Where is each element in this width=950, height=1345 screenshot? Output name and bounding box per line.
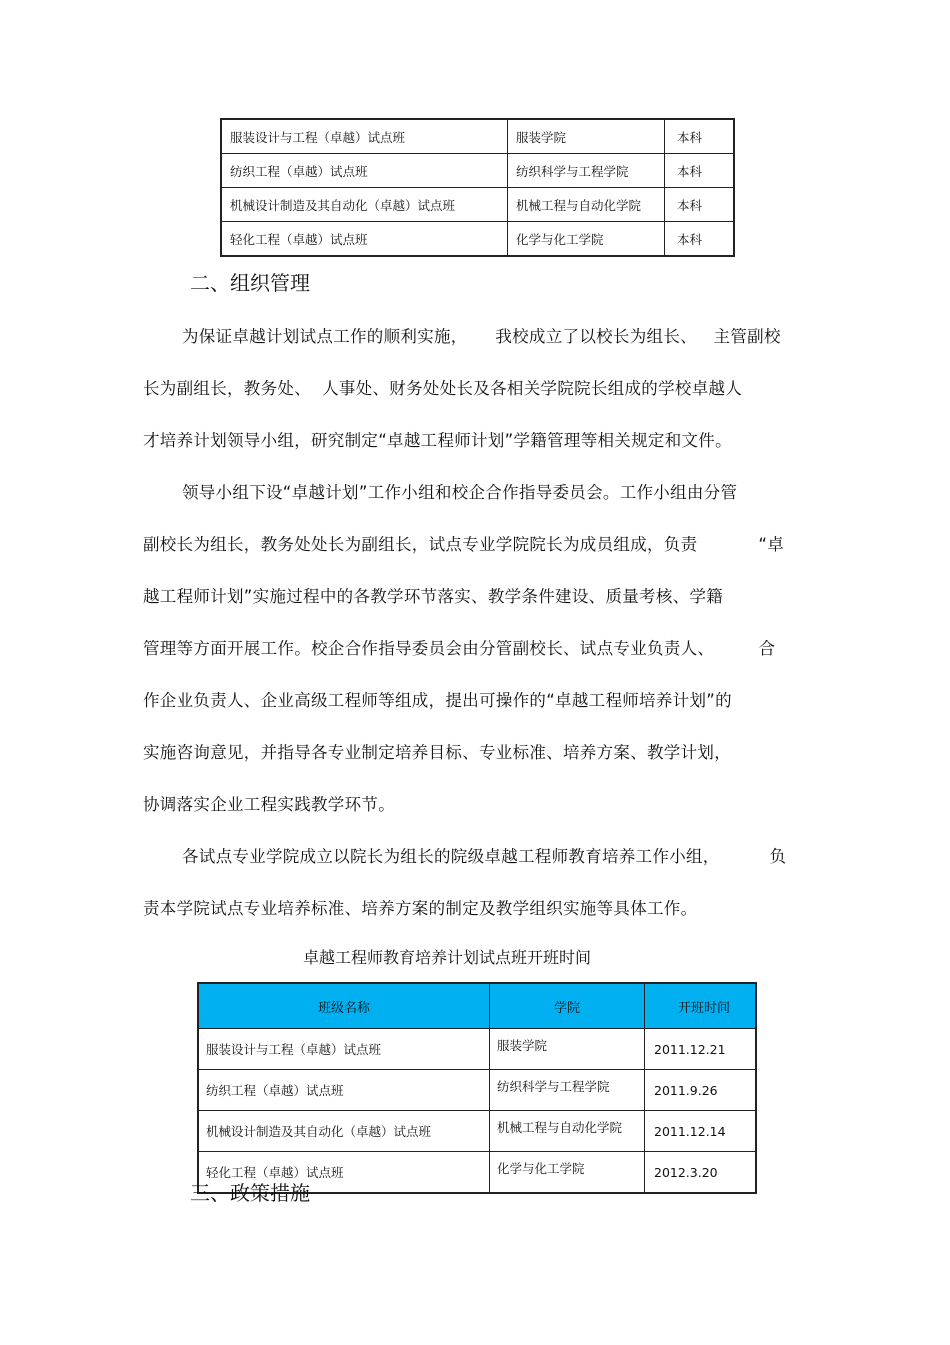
start-date-cell: 2011.9.26 xyxy=(645,1070,757,1111)
paragraph-line: 才培养计划领导小组，研究制定“卓越工程师计划”学籍管理等相关规定和文件。 xyxy=(143,431,732,450)
paragraph-line: 协调落实企业工程实践教学环节。 xyxy=(143,795,395,814)
paragraph-line: 领导小组下设“卓越计划”工作小组和校企合作指导委员会。工作小组由分管 xyxy=(182,483,738,502)
table-header-row xyxy=(198,983,756,1029)
paragraph-line: 作企业负责人、企业高级工程师等组成，提出可操作的“卓越工程师培养计划”的 xyxy=(143,691,732,710)
college-cell: 纺织科学与工程学院 xyxy=(508,154,665,188)
college-cell: 机械工程与自动化学院 xyxy=(508,188,665,222)
column-header-class-name: 班级名称 xyxy=(198,983,490,1029)
column-header-college: 学院 xyxy=(490,983,645,1029)
college-cell: 服装学院 xyxy=(490,1029,645,1070)
table-row xyxy=(221,119,734,154)
paragraph-line: 实施咨询意见，并指导各专业制定培养目标、专业标准、培养方案、教学计划， xyxy=(143,743,731,762)
paragraph-line: 越工程师计划”实施过程中的各教学环节落实、教学条件建设、质量考核、学籍 xyxy=(143,587,724,606)
table-row xyxy=(221,222,734,257)
paragraph-line: 为保证卓越计划试点工作的顺利实施， 我校成立了以校长为组长、 主管副校 xyxy=(182,327,781,346)
college-cell: 化学与化工学院 xyxy=(490,1152,645,1194)
table-row xyxy=(198,1029,756,1070)
class-name-cell: 服装设计与工程（卓越）试点班 xyxy=(221,119,508,154)
table-row xyxy=(198,1111,756,1152)
level-cell: 本科 xyxy=(665,188,735,222)
start-date-cell: 2011.12.14 xyxy=(645,1111,757,1152)
class-name-cell: 纺织工程（卓越）试点班 xyxy=(198,1070,490,1111)
class-name-cell: 纺织工程（卓越）试点班 xyxy=(221,154,508,188)
paragraph-line: 管理等方面开展工作。校企合作指导委员会由分管副校长、试点专业负责人、 合 xyxy=(143,639,776,658)
program-table xyxy=(220,118,735,257)
level-cell: 本科 xyxy=(665,119,735,154)
table-caption: 卓越工程师教育培养计划试点班开班时间 xyxy=(303,948,592,967)
college-cell: 服装学院 xyxy=(508,119,665,154)
paragraph-line: 各试点专业学院成立以院长为组长的院级卓越工程师教育培养工作小组， 负 xyxy=(182,847,787,866)
class-name-cell: 机械设计制造及其自动化（卓越）试点班 xyxy=(221,188,508,222)
table-row xyxy=(221,154,734,188)
class-name-cell: 服装设计与工程（卓越）试点班 xyxy=(198,1029,490,1070)
column-header-start-date: 开班时间 xyxy=(645,983,757,1029)
class-name-cell: 轻化工程（卓越）试点班 xyxy=(198,1152,490,1194)
class-name-cell: 轻化工程（卓越）试点班 xyxy=(221,222,508,257)
level-cell: 本科 xyxy=(665,154,735,188)
paragraph-line: 责本学院试点专业培养标准、培养方案的制定及教学组织实施等具体工作。 xyxy=(143,899,698,918)
schedule-table xyxy=(197,982,757,1194)
section-heading-policy: 三、政策措施 xyxy=(190,1181,310,1205)
paragraph-line: 长为副组长，教务处、 人事处、财务处处长及各相关学院院长组成的学校卓越人 xyxy=(143,379,743,398)
class-name-cell: 机械设计制造及其自动化（卓越）试点班 xyxy=(198,1111,490,1152)
paragraph-line: 副校长为组长，教务处处长为副组长，试点专业学院院长为成员组成，负责 “卓 xyxy=(143,535,785,554)
start-date-cell: 2012.3.20 xyxy=(645,1152,757,1194)
college-cell: 纺织科学与工程学院 xyxy=(490,1070,645,1111)
college-cell: 机械工程与自动化学院 xyxy=(490,1111,645,1152)
table-row xyxy=(198,1070,756,1111)
start-date-cell: 2011.12.21 xyxy=(645,1029,757,1070)
section-heading-organization: 二、组织管理 xyxy=(190,271,310,295)
table-row xyxy=(221,188,734,222)
level-cell: 本科 xyxy=(665,222,735,257)
college-cell: 化学与化工学院 xyxy=(508,222,665,257)
